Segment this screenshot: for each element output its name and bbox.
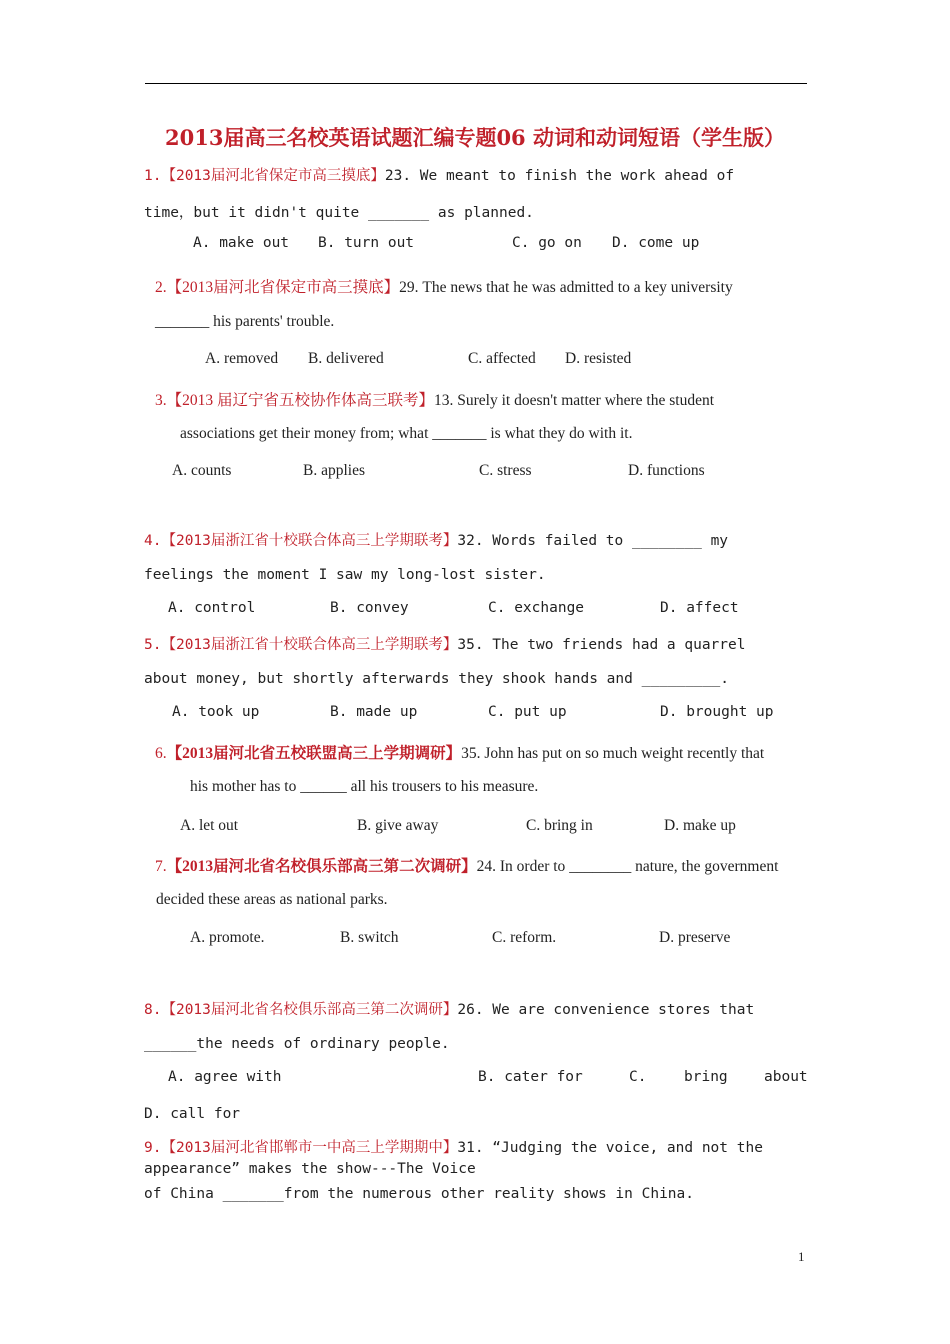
question-source: 【2013届河北省邯郸市一中高三上学期期中】 (161, 1140, 458, 1156)
question-text: about money, but shortly afterwards they shook hands and (144, 671, 633, 687)
option-d: D. preserve (659, 929, 731, 946)
question-text: 13. Surely it doesn't matter where the student (434, 392, 715, 409)
answer-blank: ______ (144, 1036, 197, 1052)
answer-blank: _________ (641, 671, 721, 687)
question-text: as planned. (437, 205, 534, 221)
question-9-line-1 (144, 1136, 763, 1157)
question-source: 【2013届河北省五校联盟高三上学期调研】 (166, 745, 462, 762)
question-text: 26. We are convenience stores that (457, 1002, 755, 1018)
question-source: 【2013届河北省名校俱乐部高三第二次调研】 (161, 1002, 458, 1018)
option-b: B. give away (357, 817, 439, 834)
question-source: 【2013 届辽宁省五校协作体高三联考】 (166, 392, 435, 409)
answer-blank: ______ (300, 778, 347, 795)
option-c-label: C. (629, 1069, 647, 1085)
option-c-word-2: about (764, 1069, 808, 1085)
question-8-line-2 (144, 1036, 450, 1052)
option-c: C. go on (512, 235, 582, 251)
option-a: A. control (168, 600, 256, 616)
question-4-line-1 (144, 529, 728, 550)
question-text: 24. In order to (476, 858, 566, 875)
question-3-line-1 (155, 388, 714, 410)
question-text: 29. The news that he was admitted to a key university (399, 279, 733, 296)
option-c: C. affected (468, 350, 536, 367)
question-4-line-2: feelings the moment I saw my long-lost sister. (144, 567, 546, 583)
question-9-line-2: appearance” makes the show---The Voice (144, 1161, 476, 1177)
answer-blank: _______ (155, 313, 210, 330)
question-3-line-2 (180, 425, 632, 443)
option-a: A. let out (180, 817, 239, 834)
question-text: time，but it didn't quite (144, 205, 360, 221)
question-5-line-1 (144, 633, 745, 654)
option-d: D. call for (144, 1106, 241, 1122)
question-number: 9. (144, 1140, 162, 1156)
question-6-line-2 (190, 778, 538, 796)
question-number: 6. (155, 745, 167, 762)
question-7-line-2: decided these areas as national parks. (156, 891, 388, 908)
question-number: 5. (144, 637, 162, 653)
option-b: B. switch (340, 929, 399, 946)
question-source: 【2013届河北省保定市高三摸底】 (161, 168, 385, 184)
question-text: 23. We meant to finish the work ahead of (384, 168, 735, 184)
question-text: his parents' trouble. (213, 313, 335, 330)
question-2-line-2 (155, 313, 334, 331)
question-text: the needs of ordinary people. (196, 1036, 450, 1052)
option-a: A. agree with (168, 1069, 282, 1085)
question-2-line-1 (155, 275, 733, 297)
option-b: B. applies (303, 462, 365, 479)
option-d: D. affect (660, 600, 739, 616)
question-source: 【2013届浙江省十校联合体高三上学期联考】 (161, 637, 458, 653)
option-b: B. convey (330, 600, 409, 616)
question-1-line-1 (144, 164, 734, 185)
question-8-line-1 (144, 998, 754, 1019)
option-b: B. turn out (318, 235, 415, 251)
question-5-line-2 (144, 671, 729, 687)
question-number: 8. (144, 1002, 162, 1018)
page-number: 1 (798, 1249, 805, 1264)
option-b: B. delivered (308, 350, 384, 367)
answer-blank: _______ (368, 205, 430, 221)
option-c: C. bring in (526, 817, 593, 834)
question-text: 35. John has put on so much weight recently that (461, 745, 765, 762)
question-text: my (710, 533, 729, 549)
question-1-line-2 (144, 201, 534, 222)
question-text: is what they do with it. (490, 425, 633, 442)
question-text: . (720, 671, 729, 687)
question-text: nature, the government (635, 858, 779, 875)
option-c: C. reform. (492, 929, 557, 946)
question-source: 【2013届浙江省十校联合体高三上学期联考】 (161, 533, 458, 549)
question-6-line-1 (155, 741, 764, 763)
option-c-word-1: bring (684, 1069, 728, 1085)
option-d: D. functions (628, 462, 705, 479)
option-a: A. counts (172, 462, 232, 479)
question-7-line-1 (155, 854, 778, 876)
question-number: 2. (155, 279, 167, 296)
option-a: A. make out (193, 235, 290, 251)
option-c: C. stress (479, 462, 532, 479)
option-a: A. promote. (190, 929, 265, 946)
question-number: 4. (144, 533, 162, 549)
page-title: 2013届高三名校英语试题汇编专题06 动词和动词短语（学生版） (165, 125, 785, 150)
question-number: 1. (144, 168, 162, 184)
option-b: B. made up (330, 704, 418, 720)
question-text: all his trousers to his measure. (350, 778, 539, 795)
question-number: 7. (155, 858, 167, 875)
question-text: 35. The two friends had a quarrel (457, 637, 746, 653)
option-c: C. exchange (488, 600, 585, 616)
option-d: D. make up (664, 817, 736, 834)
question-9-line-3 (144, 1186, 694, 1202)
answer-blank: _______ (432, 425, 487, 442)
header-rule (145, 83, 807, 84)
answer-blank: ________ (569, 858, 632, 875)
question-text: from the numerous other reality shows in China. (283, 1186, 694, 1202)
option-c: C. put up (488, 704, 567, 720)
answer-blank: _______ (222, 1186, 284, 1202)
question-text: 32. Words failed to (457, 533, 624, 549)
option-d: D. brought up (660, 704, 774, 720)
question-text: his mother has to (190, 778, 297, 795)
answer-blank: ________ (632, 533, 702, 549)
option-b: B. cater for (478, 1069, 583, 1085)
question-text: 31. “Judging the voice, and not the (457, 1140, 763, 1156)
question-source: 【2013届河北省名校俱乐部高三第二次调研】 (166, 858, 477, 875)
option-d: D. come up (612, 235, 700, 251)
option-a: A. removed (205, 350, 279, 367)
option-a: A. took up (172, 704, 260, 720)
question-number: 3. (155, 392, 167, 409)
question-source: 【2013届河北省保定市高三摸底】 (166, 279, 400, 296)
question-text: associations get their money from; what (180, 425, 429, 442)
option-d: D. resisted (565, 350, 632, 367)
question-text: of China (144, 1186, 214, 1202)
